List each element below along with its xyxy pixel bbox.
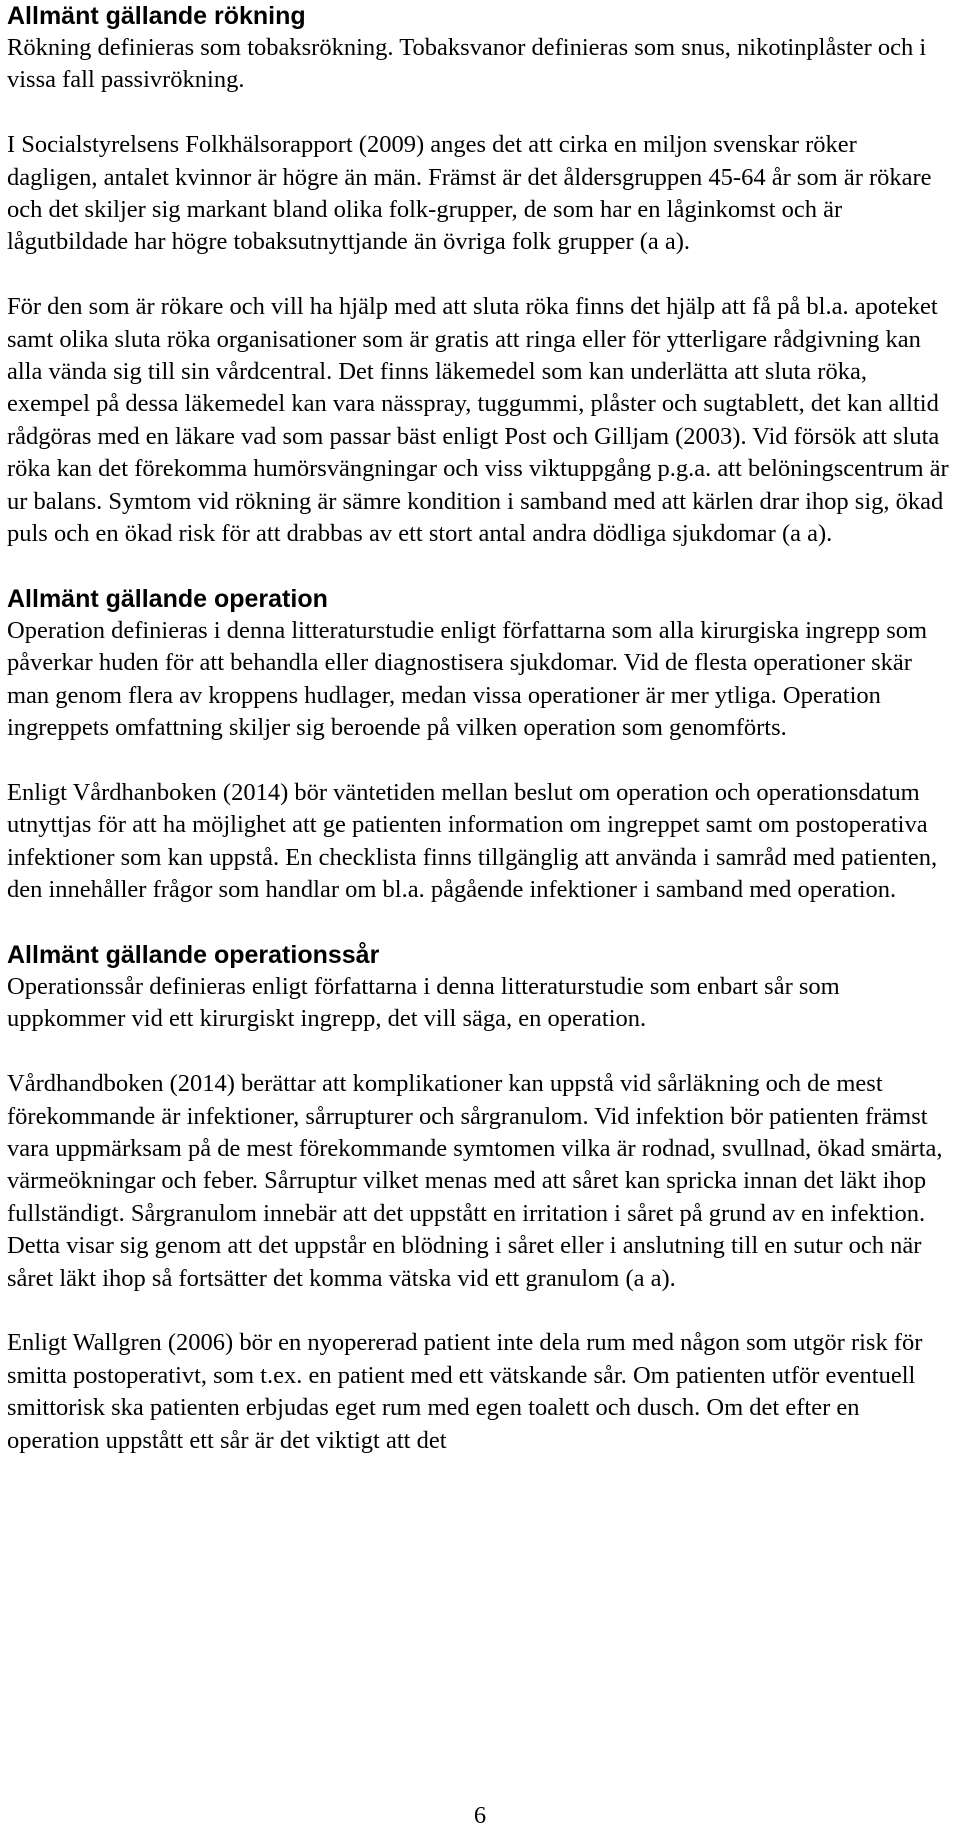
paragraph-wound-complications: Vårdhandboken (2014) berättar att komplikationer kan uppstå vid sårläkning och de mest förekommande är infektioner, sårrupturer och sårgranulom. Vid infektion bör patienten främst vara uppmärksam på de mest förekommande symtomen vilka är rodnad, svullnad, ökad smärta, värmeökningar och feber. Sårruptur vilket menas med att såret kan spricka innan det läkt ihop fullständigt. Sårgranulom innebär att det uppstått en irritation i såret på grund av en infektion. Detta visar sig genom att det uppstår en blödning i såret eller i anslutning till en sutur och när såret läkt ihop så fortsätter det komma vätska vid ett granulom (a a). [7, 1070, 943, 1292]
heading-smoking: Allmänt gällande rökning [7, 2, 306, 30]
paragraph-smoking-definition: Rökning definieras som tobaksrökning. Tobaksvanor definieras som snus, nikotinplåster och i vissa fall passivrökning. [7, 34, 927, 94]
heading-operation: Allmänt gällande operation [7, 584, 328, 613]
heading-surgical-wound: Allmänt gällande operationssår [7, 940, 380, 969]
paragraph-wound-definition: Operationssår definieras enligt författarna i denna litteraturstudie som enbart sår som uppkommer vid ett kirurgiskt ingrepp, det vill säga, en operation. [7, 972, 840, 1033]
paragraph-wound-isolation: Enligt Wallgren (2006) bör en nyopererad patient inte dela rum med någon som utgör risk för smitta postoperativt, som t.ex. en patient med ett vätskande sår. Om patienten utför eventuell smittorisk ska patienten erbjudas eget rum med egen toalett och dusch. Om det efter en operation uppstått ett sår är det viktigt att det [7, 1329, 923, 1454]
paragraph-operation-definition: Operation definieras i denna litteraturstudie enligt författarna som alla kirurgiska ingrepp som påverkar huden för att behandla eller diagnostisera sjukdomar. Vid de flesta operationer skär man genom flera av kroppens hudlager, medan vissa operationer är mer ytliga. Operation ingreppets omfattning skiljer sig beroende på vilken operation som genomförts. [7, 616, 928, 742]
paragraph-operation-waiting: Enligt Vårdhanboken (2014) bör väntetiden mellan beslut om operation och operationsdatum utnyttjas för att ha möjlighet att ge patienten information om ingreppet samt om postoperativa infektioner som kan uppstå. En checklista finns tillgänglig att använda i samråd med patienten, den innehåller frågor som handlar om bl.a. pågående infektioner i samband med operation. [7, 778, 938, 904]
page-content [7, 0, 952, 1457]
paragraph-smoking-statistics: I Socialstyrelsens Folkhälsorapport (2009) anges det att cirka en miljon svenskar röker dagligen, antalet kvinnor är högre än män. Främst är det åldersgruppen 45-64 år som är rökare och det skiljer sig markant bland olika folk-grupper, de som har en låginkomst och är lågutbildade har högre tobaksutnyttjande än övriga folk grupper (a a). [7, 131, 932, 256]
paragraph-smoking-help: För den som är rökare och vill ha hjälp med att sluta röka finns det hjälp att få på bl.a. apoteket samt olika sluta röka organisationer som är gratis att ringa eller för ytterligare rådgivning kan alla vända sig till sin vårdcentral. Det finns läkemedel som kan underlätta att sluta röka, exempel på dessa läkemedel kan vara nässpray, tuggummi, plåster och sugtablett, det kan alltid rådgöras med en läkare vad som passar bäst enligt Post och Gilljam (2003). Vid försök att sluta röka kan det förekomma humörsvängningar och viss viktuppgång p.g.a. att belöningscentrum är ur balans. Symtom vid rökning är sämre kondition i samband med att kärlen drar ihop sig, ökad puls och en ökad risk för att drabbas av ett stort antal andra dödliga sjukdomar (a a). [7, 293, 949, 548]
page-number: 6 [473, 1802, 487, 1829]
